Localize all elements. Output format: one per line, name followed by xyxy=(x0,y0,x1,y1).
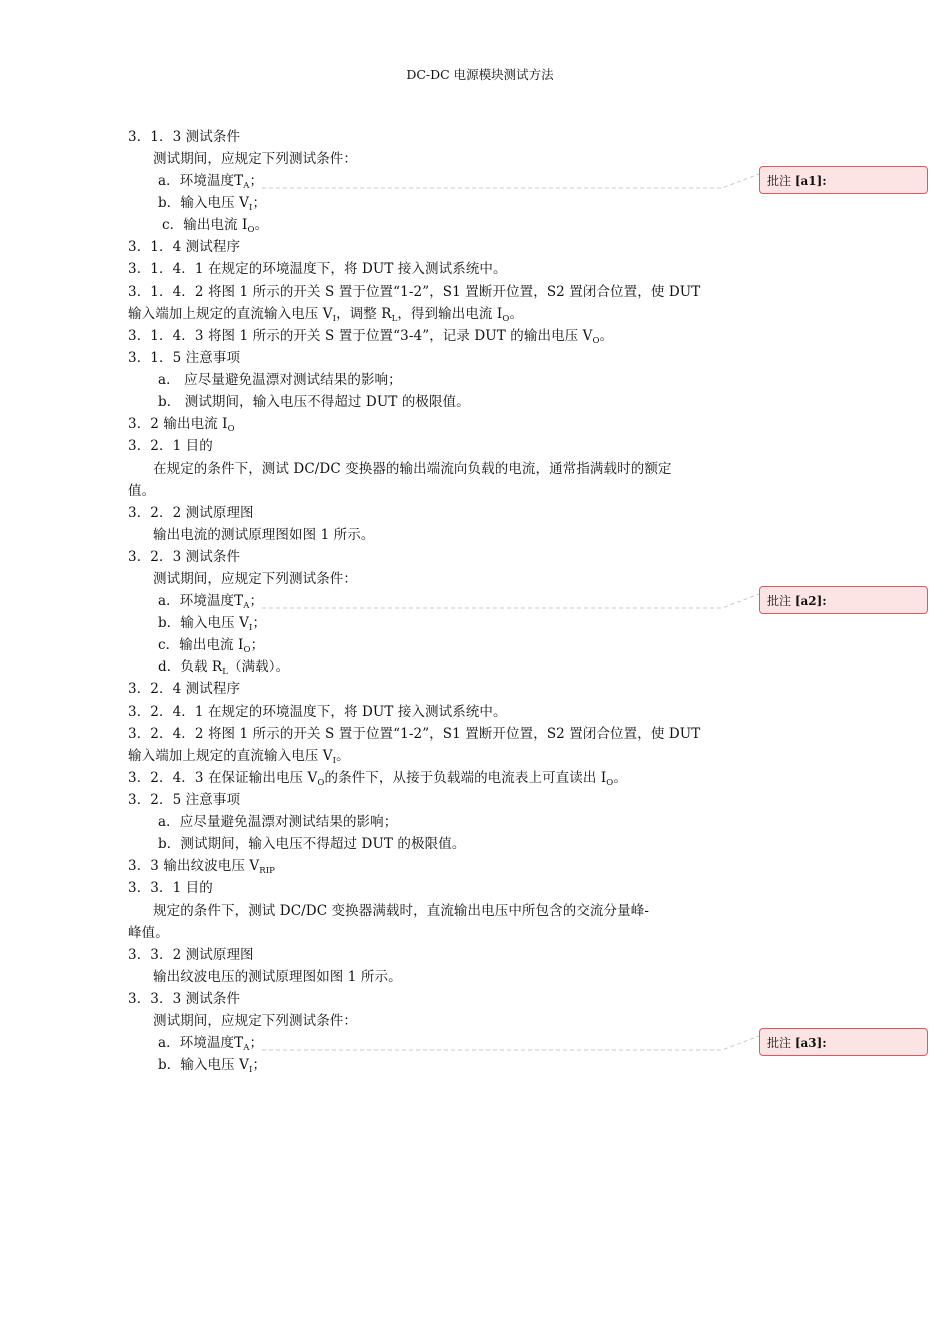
paragraph: 输入端加上规定的直流输入电压 $V_I$，调整 $R_L$，得到输出电流 $I_O$。 xyxy=(128,306,524,324)
comment-balloon-a1[interactable]: 批注 [a1]: xyxy=(759,166,928,194)
heading-3-1-5: 3．1．5 注意事项 xyxy=(128,350,241,366)
paragraph: 在规定的条件下，测试 DC/DC 变换器的输出端流向负载的电流，通常指满载时的额定 xyxy=(153,461,672,477)
paragraph: 测试期间，应规定下列测试条件： xyxy=(153,571,357,587)
list-item: b．输入电压 $V_I$； xyxy=(158,1057,267,1075)
paragraph: 3．1．4．2 将图 1 所示的开关 S 置于位置“1-2”，S1 置断开位置，S2 置闭合位置，使 DUT xyxy=(128,284,701,300)
heading-3-3-1: 3．3．1 目的 xyxy=(128,880,213,896)
heading-3-2-5: 3．2．5 注意事项 xyxy=(128,792,241,808)
paragraph: 测试期间，应规定下列测试条件： xyxy=(153,1013,357,1029)
paragraph: 值。 xyxy=(128,483,156,499)
comment-balloon-a2[interactable]: 批注 [a2]: xyxy=(759,586,928,614)
comment-balloon-a3[interactable]: 批注 [a3]: xyxy=(759,1028,928,1056)
paragraph: 测试期间，应规定下列测试条件： xyxy=(153,151,357,167)
heading-3-2-2: 3．2．2 测试原理图 xyxy=(128,505,254,521)
leader-line-a2 xyxy=(262,594,759,608)
paragraph: 输入端加上规定的直流输入电压 $V_I$。 xyxy=(128,748,350,766)
heading-3-3-2: 3．3．2 测试原理图 xyxy=(128,947,254,963)
list-item: a．应尽量避免温漂对测试结果的影响； xyxy=(158,814,398,830)
list-item: b．测试期间，输入电压不得超过 DUT 的极限值。 xyxy=(158,836,466,852)
paragraph: 3．2．4．2 将图 1 所示的开关 S 置于位置“1-2”，S1 置断开位置，S2 置闭合位置，使 DUT xyxy=(128,726,701,742)
page-header: DC-DC 电源模块测试方法 xyxy=(406,67,554,82)
paragraph: 3．2．4．1 在规定的环境温度下，将 DUT 接入测试系统中。 xyxy=(128,704,507,720)
list-item: b．输入电压 $V_I$； xyxy=(158,195,267,213)
list-item: a．环境温度$T_A$； xyxy=(158,1035,264,1053)
list-item: d．负载 $R_L$（满载）。 xyxy=(158,659,290,677)
list-item: b．输入电压 $V_I$； xyxy=(158,615,267,633)
list-item: b． 测试期间，输入电压不得超过 DUT 的极限值。 xyxy=(158,394,470,410)
paragraph: 输出电流的测试原理图如图 1 所示。 xyxy=(153,527,375,543)
paragraph: 3．2．4．3 在保证输出电压 $V_O$的条件下，从接于负载端的电流表上可直读出 $I_O$。 xyxy=(128,770,627,788)
list-item: c．输出电流 $I_O$。 xyxy=(162,217,269,235)
heading-3-3-3: 3．3．3 测试条件 xyxy=(128,991,241,1007)
paragraph: 输出纹波电压的测试原理图如图 1 所示。 xyxy=(153,969,402,985)
heading-3-1-4: 3．1．4 测试程序 xyxy=(128,239,241,255)
list-item: a．环境温度$T_A$； xyxy=(158,593,264,611)
heading-3-2-3: 3．2．3 测试条件 xyxy=(128,549,241,565)
leader-line-a1 xyxy=(262,174,759,188)
list-item: a．环境温度$T_A$； xyxy=(158,173,264,191)
list-item: a． 应尽量避免温漂对测试结果的影响； xyxy=(158,372,402,388)
paragraph: 3．1．4．1 在规定的环境温度下，将 DUT 接入测试系统中。 xyxy=(128,261,507,277)
list-item: c．输出电流 $I_O$； xyxy=(158,637,265,655)
heading-3-1-3: 3．1．3 测试条件 xyxy=(128,129,241,145)
leader-line-a3 xyxy=(262,1036,759,1050)
paragraph: 3．1．4．3 将图 1 所示的开关 S 置于位置“3-4”，记录 DUT 的输出电压 $V_O$。 xyxy=(128,328,614,346)
heading-3-2-4: 3．2．4 测试程序 xyxy=(128,681,241,697)
paragraph: 峰值。 xyxy=(128,925,169,941)
heading-3-3: 3．3 输出纹波电压 $V_{RIP}$ xyxy=(128,858,275,876)
heading-3-2: 3．2 输出电流 $I_O$ xyxy=(128,416,235,434)
paragraph: 规定的条件下，测试 DC/DC 变换器满载时，直流输出电压中所包含的交流分量峰- xyxy=(153,903,649,919)
heading-3-2-1: 3．2．1 目的 xyxy=(128,438,213,454)
